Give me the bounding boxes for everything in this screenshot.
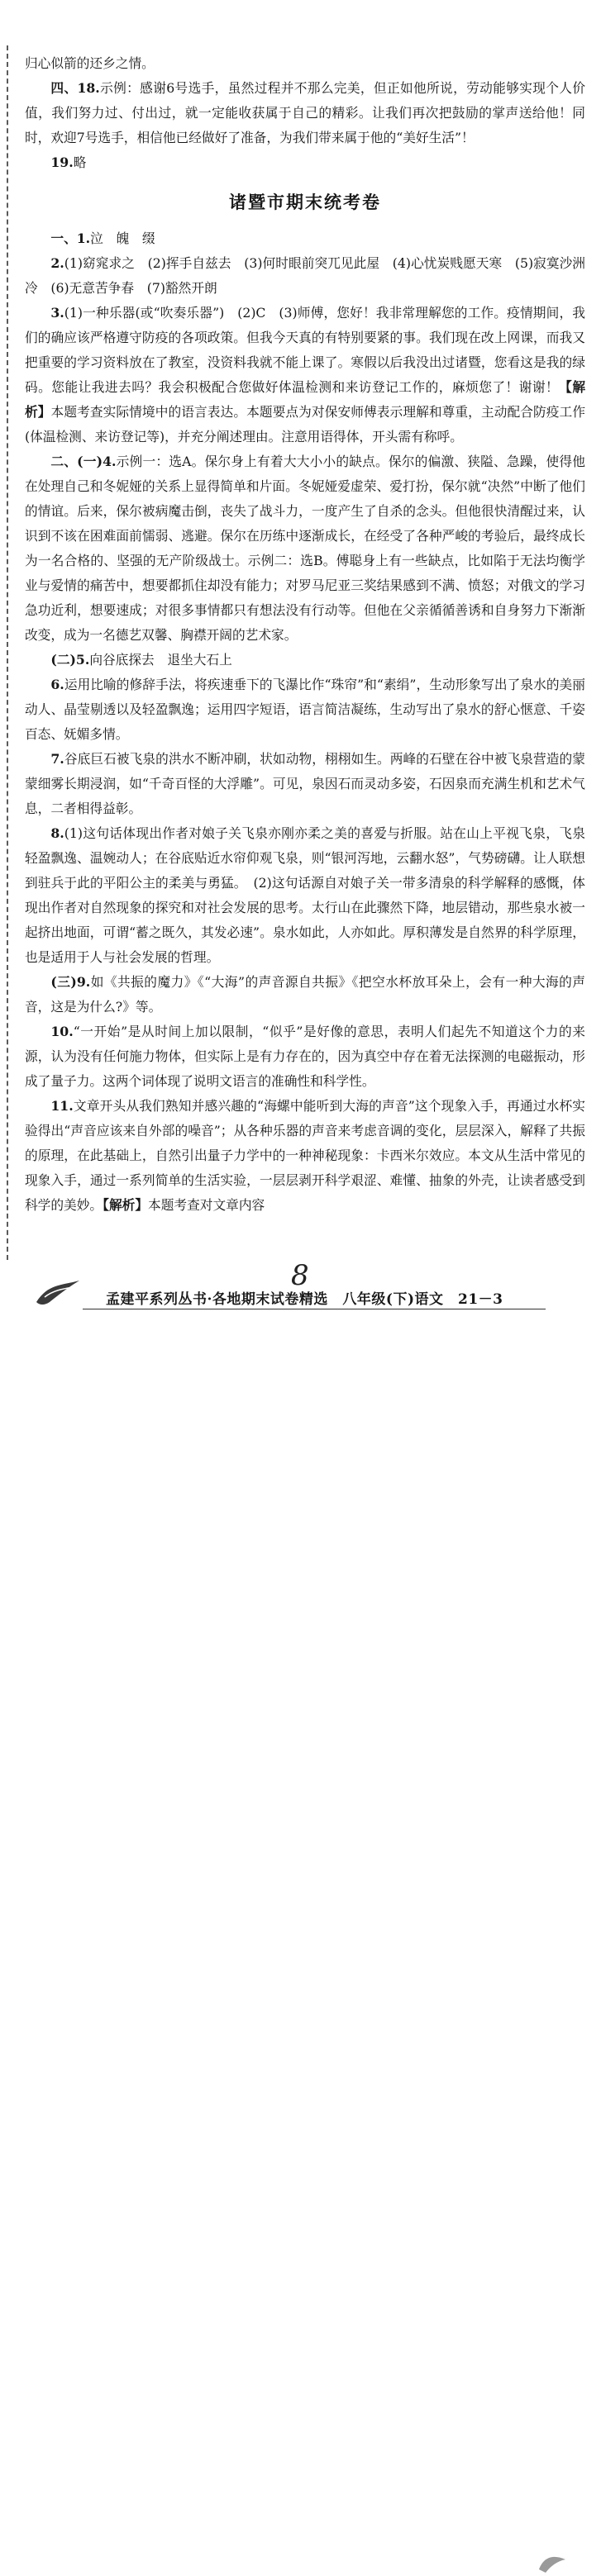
question-number: (三)9. [50,974,91,990]
analysis-tag: 【解析】 [103,1197,149,1213]
answer-text: 归心似箭的还乡之情。 [25,55,155,71]
answer-page [25,51,585,1218]
binding-margin-line [7,45,8,1260]
ornament-icon [536,2551,569,2576]
answer-text: 文章开头从我们熟知并感兴趣的“海螺中能听到大海的声音”这个现象入手，再通过水杯实验得出“声音应该来自外部的噪音”；从各种乐器的声音来考虑音调的变化，层层深入，解释了共振的原理，在此基础上，自然引出量子力学中的一种神秘现象：卡西米尔效应。本文从生活中常见的现象入手，通过一系列简单的生活实验，一层层剥开科学艰涩、难懂、抽象的外壳，让读者感受到科学的美妙。 [25,1098,585,1213]
main-answer-block [25,226,585,1218]
question-number: 19. [50,154,74,170]
analysis-text: 本题考查对文章内容 [148,1197,265,1213]
analysis-text: 本题考查实际情境中的语言表达。本题要点为对保安师傅表示理解和尊重，主动配合防疫工作(体温检测、来访登记等)，并充分阐述理由。注意用语得体，开头需有称呼。 [25,404,586,444]
answer-paragraph [25,747,585,821]
answer-text: (1)这句话体现出作者对娘子关飞泉亦刚亦柔之美的喜爱与折服。站在山上平视飞泉，飞泉轻盈飘逸、温婉动人；在谷底贴近水帘仰观飞泉，则“银河泻地，云翻水怒”，气势磅礴。让人联想到驻兵于此的平阳公主的柔美与勇猛。 (2)这句话源自对娘子关一带多清泉的科学解释的感慨，体现出作者对自然现象的探究和对社会发展的思考。太行山在此骤然下降，地层错动，那些泉水被一起挤出地面，可谓“蓄之既久，其发必速”。泉水如此，人亦如此。厚积薄发是自然界的科学原理，也是适用于人与社会发展的哲理。 [25,825,585,965]
answer-text: 向谷底探去 退坐大石上 [89,652,232,668]
question-number: 3. [50,305,64,321]
answer-text: 如《共振的魔力》《“大海”的声音源自共振》《把空水杯放耳朵上，会有一种大海的声音，这是为什么?》等。 [25,974,585,1015]
answer-paragraph [25,301,585,449]
answer-paragraph [25,970,585,1019]
answer-paragraph [25,150,585,175]
footer-series-text: 孟建平系列丛书·各地期末试卷精选 八年级(下)语文 21－3 [106,1291,503,1308]
answer-paragraph [25,648,585,673]
question-number: 6. [50,677,64,692]
question-number: 一、1. [50,231,91,246]
analysis-tag: 【解析】 [25,379,586,420]
answer-paragraph [25,673,585,747]
answer-text: 泣 魄 缀 [90,231,155,246]
answer-text: 谷底巨石被飞泉的洪水不断冲刷，状如动物，栩栩如生。两峰的石壁在谷中被飞泉营造的蒙蒙细雾长期浸润，如“千奇百怪的大浮雕”。可见，泉因石而灵动多姿，石因泉而充满生机和艺术气息，二者相得益彰。 [25,751,585,816]
answer-text: 示例一：选A。保尔身上有着大大小小的缺点。保尔的偏激、狭隘、急躁，使得他在处理自己和冬妮娅的关系上显得简单和片面。冬妮娅爱虚荣、爱打扮，保尔就“决然”中断了他们的情谊。后来，保尔被病魔击倒，丧失了战斗力，一度产生了自杀的念头。但他很快清醒过来，认识到不该在困难面前懦弱、逃避。保尔在历练中逐渐成长，在经受了各种严峻的考验后，最终成长为一名合格的、坚强的无产阶级战士。示例二：选B。傅聪身上有一些缺点，比如陷于无法均衡学业与爱情的痛苦中，想要都抓住却没有能力；对罗马尼亚三奖结果感到不满、愤怒；对俄文的学习急功近利，想要速成；对很多事情都只有想法没有行动等。但他在父亲循循善诱和自身努力下渐渐改变，成为一名德艺双馨、胸襟开阔的艺术家。 [25,454,585,643]
question-number: 8. [50,825,64,841]
question-number: 二、(一)4. [50,454,117,469]
answer-paragraph [25,821,585,970]
answer-text: (1)窈窕求之 (2)挥手自兹去 (3)何时眼前突兀见此屋 (4)心忧炭贱愿天寒 (5)寂寞沙洲冷 (6)无意苦争春 (7)豁然开朗 [25,255,585,296]
answer-text: “一开始”是从时间上加以限制，“似乎”是好像的意思，表明人们起先不知道这个力的来源，认为没有任何施力物体，但实际上是有力存在的，因为真空中存在着无法探测的电磁振动，形成了量子力。这两个词体现了说明文语言的准确性和科学性。 [25,1024,585,1089]
answer-paragraph [25,76,585,150]
answer-text: 示例：感谢6号选手，虽然过程并不那么完美，但正如他所说，劳动能够实现个人价值，我们努力过、付出过，就一定能收获属于自己的精彩。让我们再次把鼓励的掌声送给他！同时，欢迎7号选手，相信他已经做好了准备，为我们带来属于他的“美好生活”！ [25,80,586,145]
top-answer-block [25,51,585,175]
answer-paragraph [25,1019,585,1094]
answer-paragraph [25,251,585,301]
answer-text: (1)一种乐器(或“吹奏乐器”) (2)C (3)师傅，您好！我非常理解您的工作。疫情期间，我们的确应该严格遵守防疫的各项政策。但我今天真的有特别要紧的事。我们现在改上网课，而我又把重要的学习资料放在了教室，没资料我就不能上课了。寒假以后我没出过诸暨，您看这是我的绿码。您能让我进去吗？我会积极配合您做好体温检测和来访登记工作的，麻烦您了！谢谢！ [25,305,585,395]
section-title: 诸暨市期末统考卷 [229,192,381,212]
answer-text: 略 [73,154,87,170]
question-number: 11. [50,1098,74,1114]
answer-paragraph [25,449,585,648]
question-number: 7. [50,751,64,767]
bird-logo-icon [33,1277,83,1310]
answer-paragraph [25,226,585,251]
question-number: 2. [50,255,64,271]
question-number: 10. [50,1024,74,1039]
handwritten-page-mark: 8 [291,1259,309,1292]
question-number: 四、18. [50,80,100,96]
answer-text: 运用比喻的修辞手法，将疾速垂下的飞瀑比作“珠帘”和“素绢”，生动形象写出了泉水的美丽动人、晶莹剔透以及轻盈飘逸；运用四字短语，语言简洁凝练，生动写出了泉水的舒心惬意、千姿百态、妩媚多情。 [25,677,585,742]
page-footer [0,1272,601,1322]
answer-paragraph [25,1094,585,1218]
answer-paragraph [25,51,585,76]
question-number: (二)5. [50,652,90,668]
